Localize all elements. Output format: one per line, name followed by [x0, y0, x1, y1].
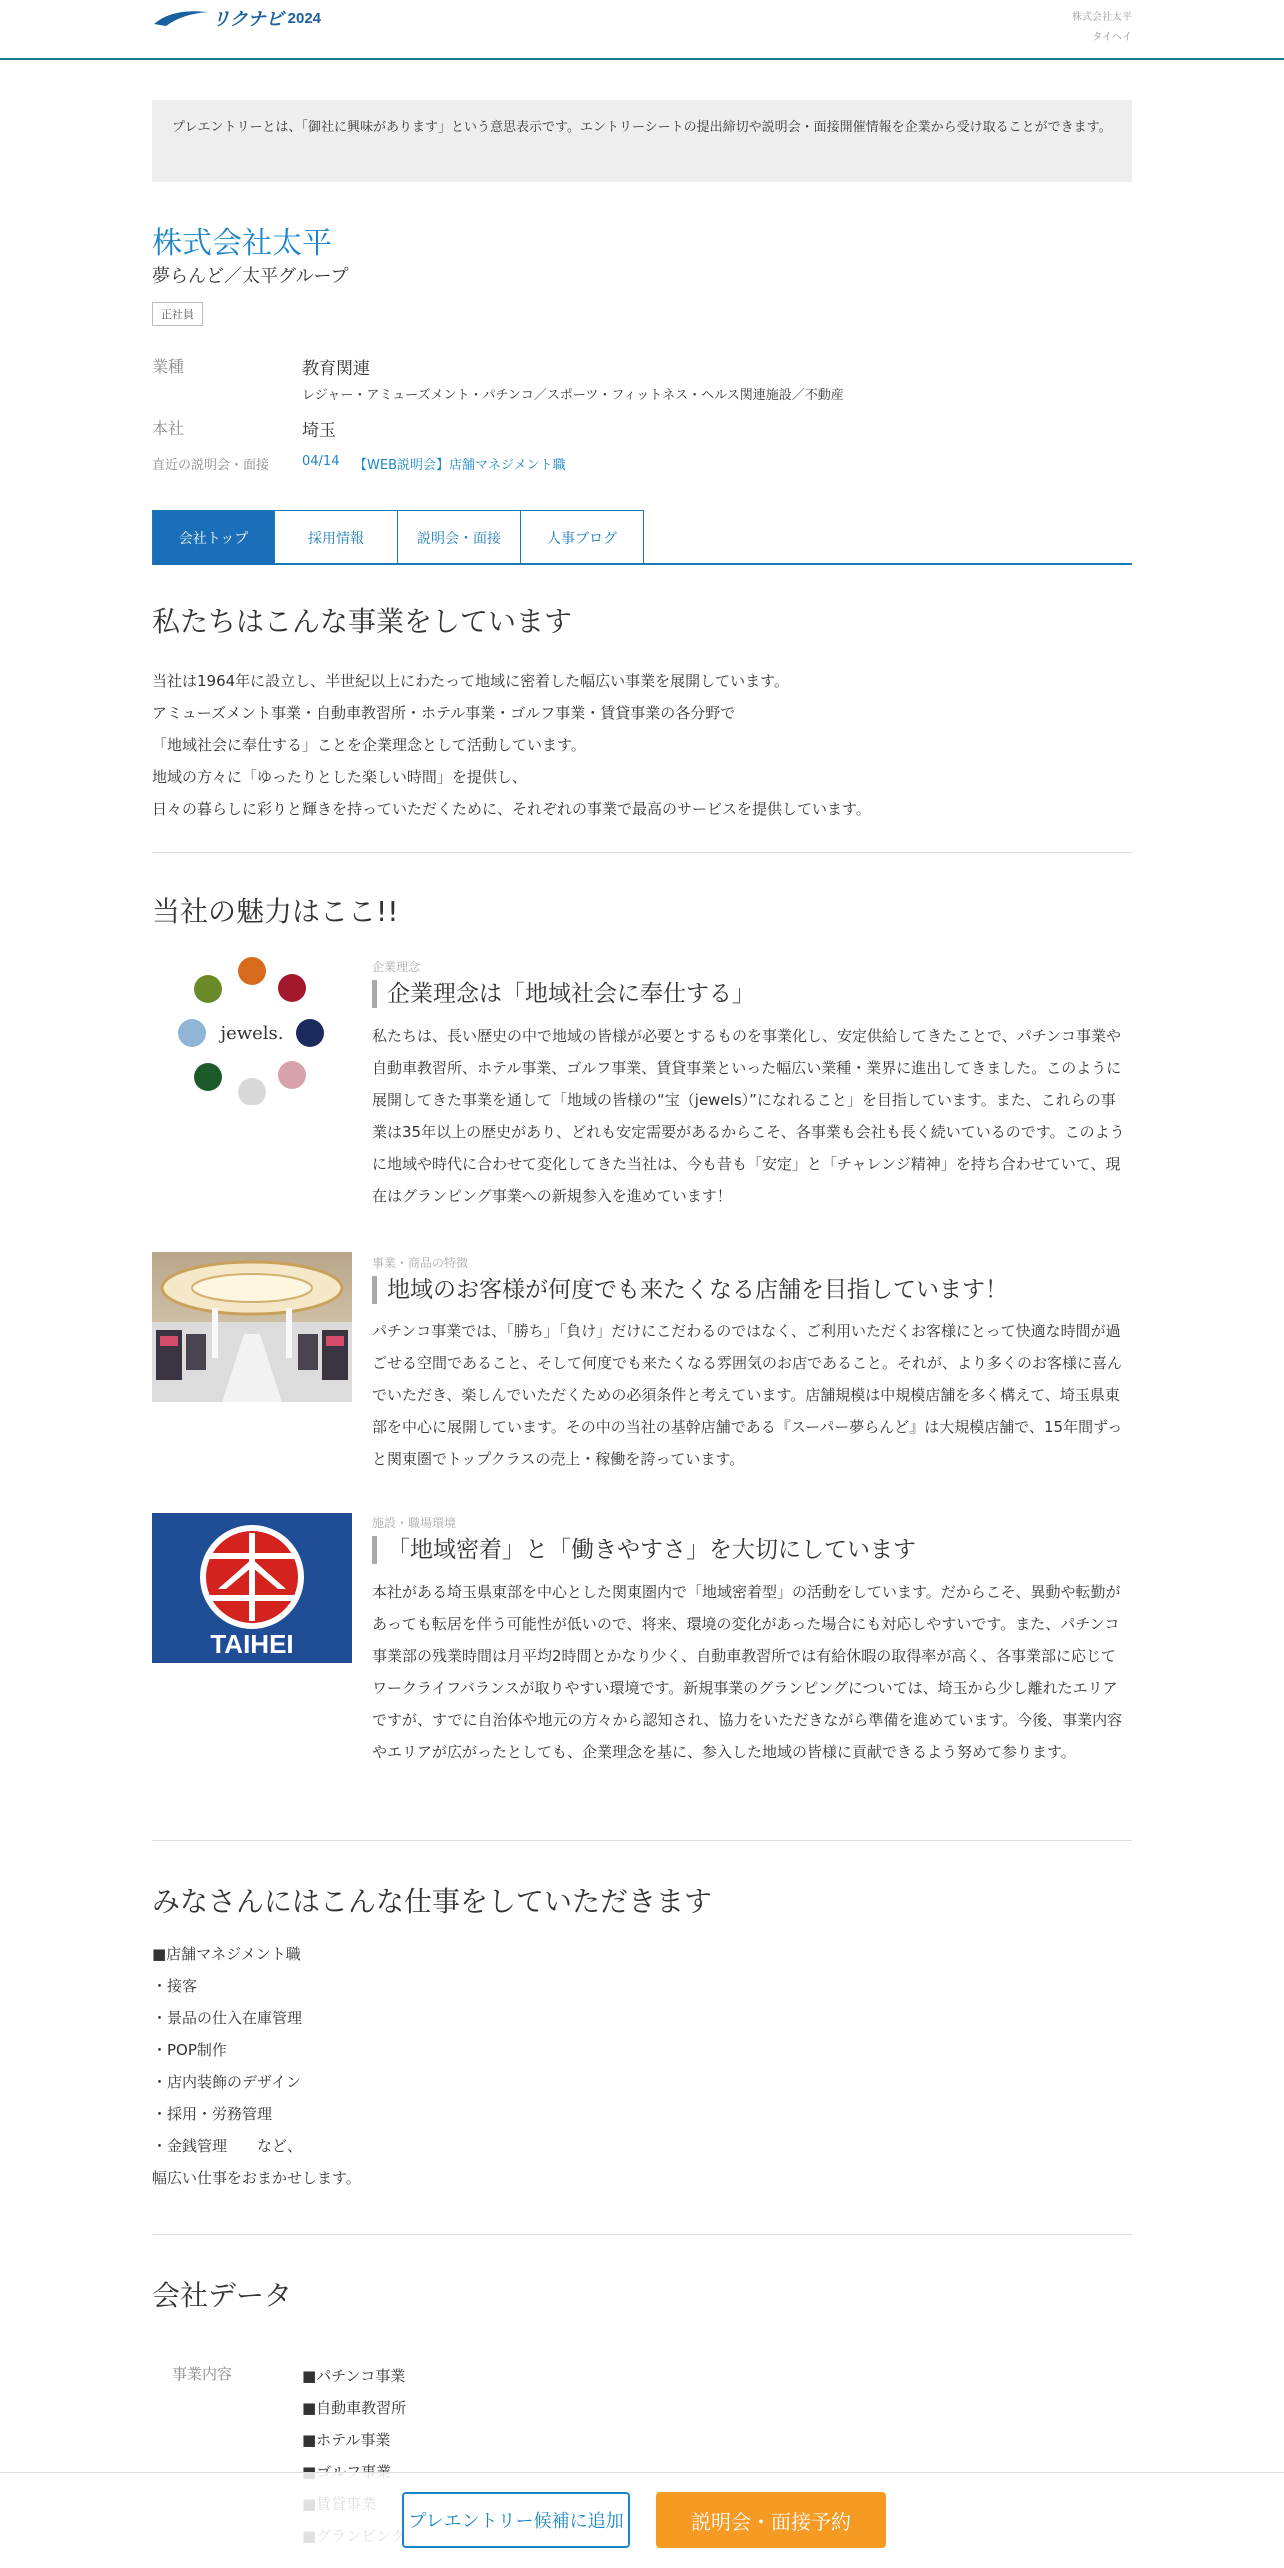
- company-data-heading: 会社データ: [152, 2279, 293, 2312]
- employment-tag: 正社員: [152, 302, 203, 326]
- divider: [152, 852, 1132, 853]
- feature-body: 私たちは、長い歴史の中で地域の皆様が必要とするものを事業化し、安定供給してきたことで、パチンコ事業や自動車教習所、ホテル事業、ゴルフ事業、賃貸事業といった幅広い業種・業界に進出してきました。このように展開してきた事業を通して「地域の皆様の“宝（jewels）”になれること」を目指しています。また、これらの事業は35年以上の歴史があり、どれも安定需要があるからこそ、各事業も会社も長く続いているのです。このように地域や時代に合わせて変化してきた当社は、今も昔も「安定」と「チャレンジ精神」を持ち合わせていて、現在はグランピング事業への新規参入を進めています！: [372, 1027, 1125, 1205]
- jewels-logo-text: jewels.: [220, 1023, 284, 1044]
- work-line: ・採用・労務管理: [152, 2105, 273, 2123]
- work-line: 幅広い仕事をおまかせします。: [152, 2169, 361, 2187]
- industry-sub: レジャー・アミューズメント・パチンコ／スポーツ・フィットネス・ヘルス関連施設／不動産: [302, 388, 844, 403]
- industry-main: 教育関連: [302, 359, 370, 379]
- work-line: ・店内装飾のデザイン: [152, 2073, 301, 2091]
- jewels-image: [152, 955, 352, 1105]
- store-interior-image: [152, 1252, 352, 1402]
- work-line: ・POP制作: [152, 2041, 227, 2059]
- tab-recruitment[interactable]: 採用情報: [275, 510, 398, 565]
- industry-label: 業種: [152, 357, 185, 376]
- business-line: 日々の暮らしに彩りと輝きを持っていただくために、それぞれの事業で最高のサービスを提供しています。: [152, 800, 871, 818]
- work-list: [152, 1938, 361, 2194]
- feature-category: 企業理念: [372, 960, 421, 974]
- work-line: ・接客: [152, 1977, 198, 1995]
- feature-title: 地域のお客様が何度でも来たくなる店舗を目指しています！: [372, 1276, 1008, 1304]
- company-tabs: [152, 510, 1132, 565]
- tab-hr-blog[interactable]: 人事ブログ: [521, 510, 644, 565]
- bottom-action-bar: [0, 2472, 1284, 2568]
- feature-body: パチンコ事業では、「勝ち」「負け」だけにこだわるのではなく、ご利用いただくお客様にとって快適な時間が過ごせる空間であること、そして何度でも来たくなる雰囲気のお店であること。それが、より多くのお客様に喜んでいただき、楽しんでいただくための必須条件と考えています。店舗規模は中規模店舗を多く構えて、埼玉県東部を中心に展開しています。その中の当社の基幹店舗である『スーパー夢らんど』は大規模店舗で、15年間ずっと関東圏でトップクラスの売上・稼働を誇っています。: [372, 1322, 1123, 1468]
- work-line: ・景品の仕入在庫管理: [152, 2009, 303, 2027]
- feature-category: 施設・職場環境: [372, 1516, 457, 1530]
- header-company-kana: タイヘイ: [1092, 32, 1132, 43]
- hq-value: 埼玉: [302, 421, 336, 441]
- logo-year: 2024: [287, 9, 322, 27]
- work-heading: みなさんにはこんな仕事をしていただきます: [152, 1885, 713, 1918]
- site-header: [0, 0, 1284, 60]
- business-line: 地域の方々に「ゆったりとした楽しい時間」を提供し、: [152, 768, 527, 786]
- seminar-link[interactable]: 【WEB説明会】店舗マネジメント職: [354, 458, 566, 473]
- book-seminar-button[interactable]: 説明会・面接予約: [656, 2492, 886, 2548]
- feature-title: 「地域密着」と「働きやすさ」を大切にしています: [372, 1536, 916, 1564]
- company-name: 株式会社太平: [152, 226, 332, 261]
- feature-category: 事業・商品の特徴: [372, 1256, 469, 1270]
- company-group: 夢らんど／太平グループ: [152, 266, 349, 287]
- hq-label: 本社: [152, 419, 185, 438]
- business-line: 当社は1964年に設立し、半世紀以上にわたって地域に密着した幅広い事業を展開しています。: [152, 672, 789, 690]
- work-line: ・金銭管理 など、: [152, 2137, 303, 2155]
- work-line: ■店舗マネジメント職: [152, 1945, 301, 1963]
- tab-company-top[interactable]: 会社トップ: [152, 510, 275, 565]
- header-company-name: 株式会社太平: [1072, 12, 1132, 23]
- header-company: [1072, 8, 1132, 48]
- preentry-notice: プレエントリーとは、「御社に興味があります」という意思表示です。エントリーシートの提出締切や説明会・面接開催情報を企業から受け取ることができます。: [152, 100, 1132, 182]
- seminar-date[interactable]: 04/14: [302, 454, 340, 469]
- business-content-label: 事業内容: [172, 2365, 233, 2383]
- taihei-logo-image: [152, 1513, 352, 1663]
- taihei-logo-text: TAIHEI: [210, 1629, 294, 1659]
- business-item: ■パチンコ事業: [302, 2367, 406, 2385]
- logo-text: リクナビ: [212, 9, 284, 29]
- logo-swoosh-icon: [152, 6, 210, 30]
- feature-title: 企業理念は「地域社会に奉仕する」: [372, 980, 755, 1008]
- business-text: [152, 665, 871, 825]
- seminar-label: 直近の説明会・面接: [152, 458, 270, 473]
- business-line: アミューズメント事業・自動車教習所・ホテル事業・ゴルフ事業・賃貸事業の各分野で: [152, 704, 736, 722]
- business-item: ■ホテル事業: [302, 2431, 391, 2449]
- add-preentry-button[interactable]: プレエントリー候補に追加: [402, 2492, 630, 2548]
- feature-body: 本社がある埼玉県東部を中心とした関東圏内で「地域密着型」の活動をしています。だからこそ、異動や転勤があっても転居を伴う可能性が低いので、将来、環境の変化があった場合にも対応しやすいです。また、パチンコ事業部の残業時間は月平均2時間とかなり少く、自動車教習所では有給休暇の取得率が高く、各事業部に応じてワークライフバランスが取りやすい環境です。新規事業のグランピングについては、埼玉から少し離れたエリアですが、すでに自治体や地元の方々から認知され、協力をいただきながら準備を進めています。今後、事業内容やエリアが広がったとしても、企業理念を基に、参入した地域の皆様に貢献できるよう努めて参ります。: [372, 1583, 1123, 1761]
- business-item: ■自動車教習所: [302, 2399, 407, 2417]
- appeal-heading: 当社の魅力はここ!!: [152, 895, 399, 928]
- business-line: 「地域社会に奉仕する」ことを企業理念として活動しています。: [152, 736, 586, 754]
- business-heading: 私たちはこんな事業をしています: [152, 605, 573, 638]
- divider: [152, 1840, 1132, 1841]
- divider: [152, 2234, 1132, 2235]
- rikunabi-logo[interactable]: [152, 4, 321, 32]
- tab-seminar[interactable]: 説明会・面接: [398, 510, 521, 565]
